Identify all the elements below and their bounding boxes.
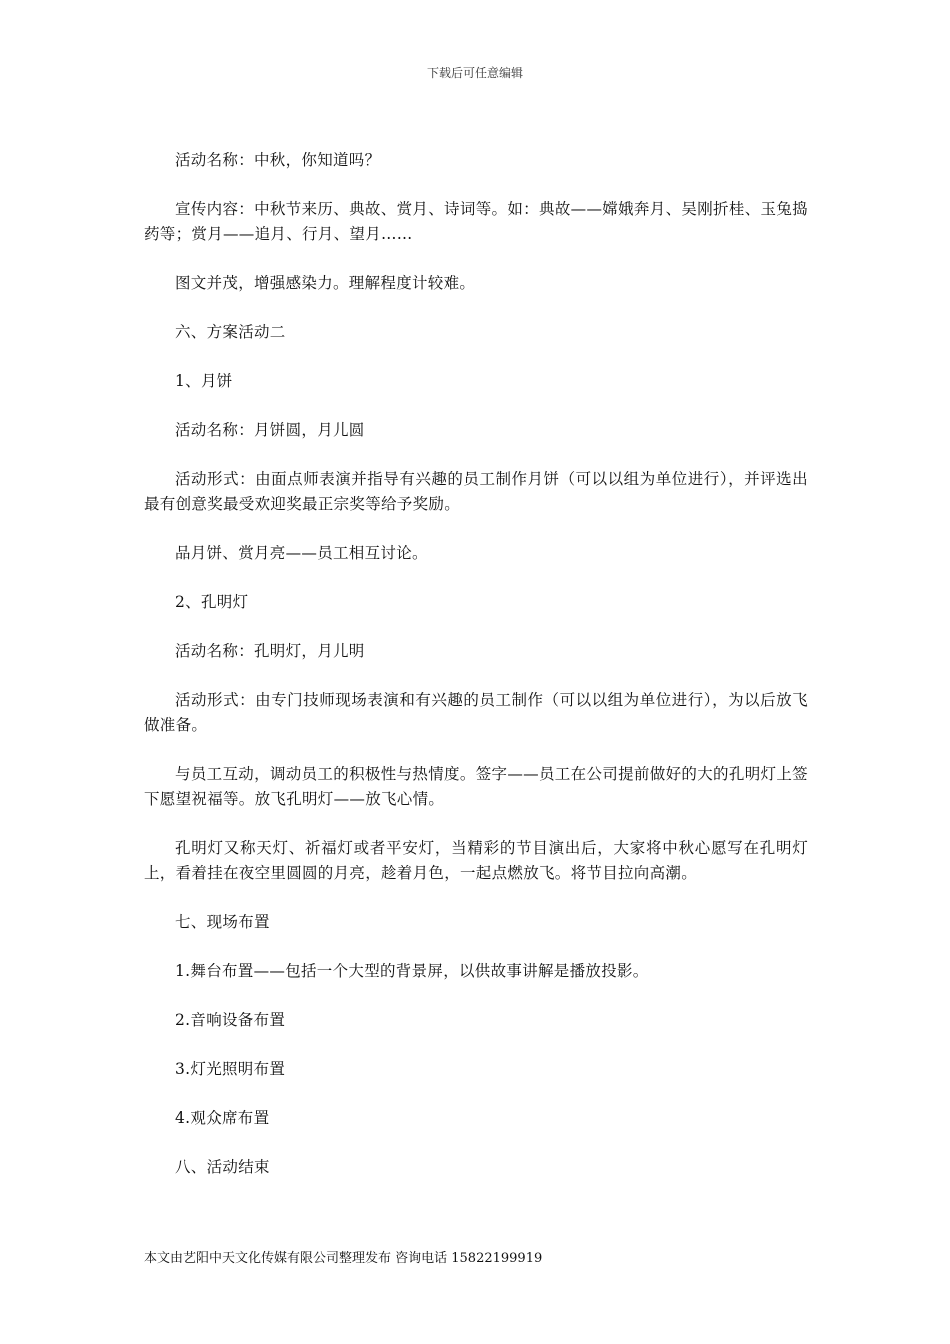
page-header: 下载后可任意编辑 (426, 66, 523, 80)
subheading-mooncake: 1、月饼 (175, 372, 233, 390)
promotion-content-paragraph: 宣传内容：中秋节来历、典故、赏月、诗词等。如：典故——嫦娥奔月、吴刚折桂、玉兔捣药等；赏月——追月、行月、望月…… (144, 200, 808, 243)
section-heading-seven: 七、现场布置 (175, 913, 270, 931)
lantern-activity-name: 活动名称：孔明灯，月儿明 (175, 642, 365, 660)
lantern-interaction-paragraph: 与员工互动，调动员工的积极性与热情度。签字——员工在公司提前做好的大的孔明灯上签下愿望祝福等。放飞孔明灯——放飞心情。 (144, 765, 808, 808)
subheading-lantern: 2、孔明灯 (175, 593, 249, 611)
mooncake-tasting-paragraph: 品月饼、赏月亮——员工相互讨论。 (175, 544, 428, 562)
stage-layout-item: 1.舞台布置——包括一个大型的背景屏，以供故事讲解是播放投影。 (175, 962, 649, 980)
section-heading-six: 六、方案活动二 (175, 323, 286, 341)
mooncake-activity-form: 活动形式：由面点师表演并指导有兴趣的员工制作月饼（可以以组为单位进行），并评选出最有创意奖最受欢迎奖最正宗奖等给予奖励。 (144, 470, 808, 513)
illustration-note-paragraph: 图文并茂，增强感染力。理解程度计较难。 (175, 274, 476, 292)
activity-name-paragraph: 活动名称：中秋，你知道吗？ (175, 151, 381, 169)
document-body (144, 148, 808, 1204)
section-heading-eight: 八、活动结束 (175, 1158, 270, 1176)
audience-layout-item: 4.观众席布置 (175, 1109, 270, 1127)
lantern-activity-form: 活动形式：由专门技师现场表演和有兴趣的员工制作（可以以组为单位进行），为以后放飞做准备。 (144, 691, 808, 734)
audio-layout-item: 2.音响设备布置 (175, 1011, 286, 1029)
mooncake-activity-name: 活动名称：月饼圆，月儿圆 (175, 421, 365, 439)
lighting-layout-item: 3.灯光照明布置 (175, 1060, 286, 1078)
lantern-description-paragraph: 孔明灯又称天灯、祈福灯或者平安灯，当精彩的节目演出后，大家将中秋心愿写在孔明灯上，看着挂在夜空里圆圆的月亮，趁着月色，一起点燃放飞。将节目拉向高潮。 (144, 839, 808, 882)
page-footer: 本文由艺阳中天文化传媒有限公司整理发布 咨询电话 15822199919 (144, 1251, 543, 1266)
